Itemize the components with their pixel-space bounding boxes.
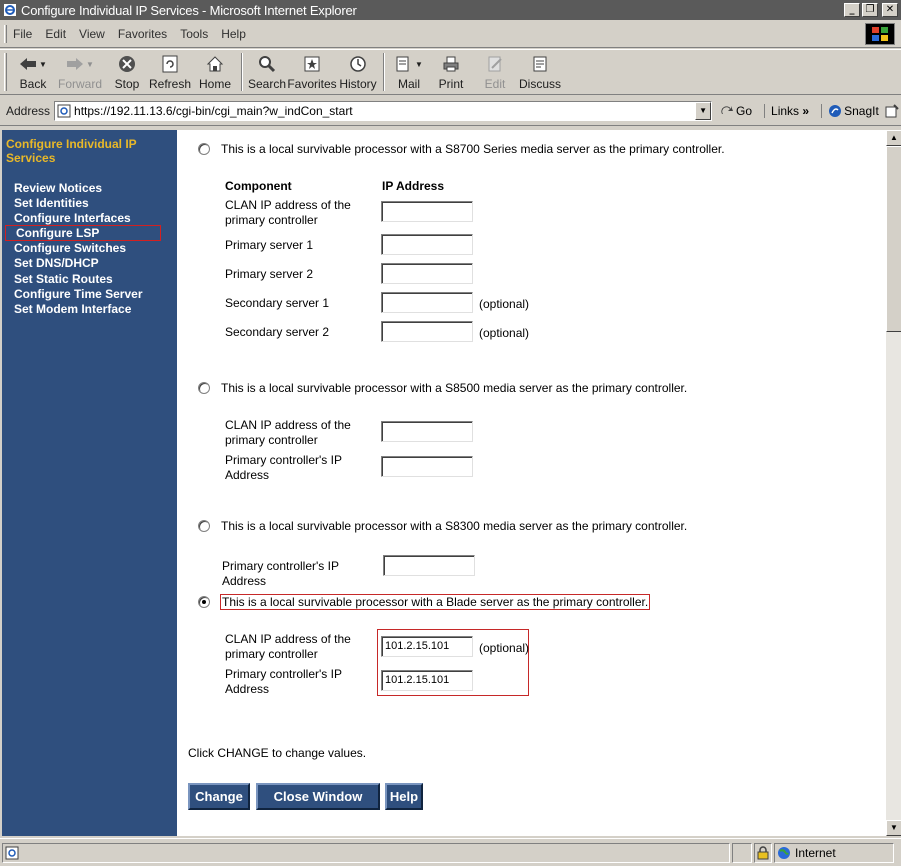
blade-option-label: This is a local survivable processor with a Blade server as the primary controller. [222, 595, 649, 609]
address-url: https://192.11.13.6/cgi-bin/cgi_main?w_indCon_start [74, 103, 353, 118]
status-bar [0, 838, 901, 866]
s8500-primary-ip-input[interactable] [381, 456, 473, 477]
blade-clan-optional: (optional) [479, 641, 530, 655]
edit-icon [486, 54, 504, 74]
s8700-primary2-ip-input[interactable] [381, 263, 473, 284]
s8300-option-label: This is a local survivable processor with a S8300 media server as the primary controller. [221, 519, 688, 533]
sidebar-item-review-notices[interactable]: Review Notices [14, 181, 103, 195]
snagit-button[interactable]: SnagIt [821, 104, 899, 118]
sidebar-item-configure-lsp[interactable]: Configure LSP [5, 225, 161, 241]
back-button[interactable]: ▼ Back [13, 50, 53, 94]
s8700-secondary1-label: Secondary server 1 [225, 296, 330, 310]
internet-globe-icon [777, 846, 791, 860]
s8300-radio[interactable] [198, 520, 210, 532]
sidebar [2, 130, 177, 836]
mail-button[interactable]: ▼ Mail [389, 50, 429, 94]
toolbar-grip[interactable] [4, 25, 7, 43]
s8700-secondary2-optional: (optional) [479, 326, 530, 340]
close-window-button[interactable]: Close Window [256, 783, 380, 810]
component-column-header: Component [225, 179, 292, 193]
toolbar-separator [383, 53, 385, 91]
favorites-button[interactable]: Favorites [287, 50, 337, 94]
page-content [2, 130, 886, 836]
menu-view[interactable]: View [79, 27, 105, 41]
refresh-icon [162, 54, 178, 74]
blade-primary-label: Primary controller's IP Address [225, 667, 342, 696]
home-icon [206, 54, 224, 74]
windows-logo-icon [865, 23, 895, 45]
security-zone-label: Internet [795, 845, 836, 860]
blade-clan-label: CLAN IP address of the primary controller [225, 632, 351, 661]
s8700-secondary1-optional: (optional) [479, 297, 530, 311]
sidebar-item-set-identities[interactable]: Set Identities [14, 196, 89, 210]
help-button[interactable]: Help [385, 783, 423, 810]
address-dropdown-button[interactable]: ▼ [695, 102, 711, 120]
sidebar-title: Configure Individual IP Services [6, 137, 137, 165]
change-instruction: Click CHANGE to change values. [188, 746, 367, 760]
search-button[interactable]: Search [247, 50, 287, 94]
links-button[interactable]: Links » [764, 104, 809, 118]
page-status-icon [5, 846, 19, 860]
stop-button[interactable]: Stop [107, 50, 147, 94]
history-icon [349, 54, 367, 74]
title-bar [0, 0, 901, 20]
s8500-primary-label: Primary controller's IP Address [225, 453, 342, 482]
s8700-secondary1-ip-input[interactable] [381, 292, 473, 313]
restore-button[interactable]: ❐ [862, 3, 878, 17]
s8700-radio[interactable] [198, 143, 210, 155]
discuss-button[interactable]: Discuss [517, 50, 563, 94]
s8500-clan-label: CLAN IP address of the primary controller [225, 418, 351, 447]
address-label: Address [6, 103, 51, 118]
scroll-up-button[interactable]: ▲ [886, 130, 901, 146]
main-form [177, 130, 886, 836]
sidebar-item-set-modem-interface[interactable]: Set Modem Interface [14, 302, 132, 316]
menu-bar [0, 21, 901, 48]
scroll-down-button[interactable]: ▼ [886, 820, 901, 836]
s8700-primary1-label: Primary server 1 [225, 238, 314, 252]
s8700-clan-label: CLAN IP address of the primary controller [225, 198, 351, 227]
sidebar-item-configure-switches[interactable]: Configure Switches [14, 241, 127, 255]
status-message-pane [2, 843, 730, 863]
go-arrow-icon [720, 104, 734, 118]
snagit-capture-icon[interactable] [885, 104, 899, 118]
s8700-secondary2-ip-input[interactable] [381, 321, 473, 342]
forward-arrow-icon: ▼ [66, 54, 94, 74]
s8700-primary1-ip-input[interactable] [381, 234, 473, 255]
s8300-primary-label: Primary controller's IP Address [222, 559, 339, 588]
menu-help[interactable]: Help [221, 27, 246, 41]
mail-icon: ▼ [395, 54, 423, 74]
change-button[interactable]: Change [188, 783, 250, 810]
blade-radio[interactable] [198, 596, 210, 608]
ip-address-column-header: IP Address [382, 179, 445, 193]
s8700-clan-ip-input[interactable] [381, 201, 473, 222]
ie-icon [3, 3, 17, 17]
edit-button[interactable]: Edit [473, 50, 517, 94]
menu-tools[interactable]: Tools [180, 27, 209, 41]
blade-clan-ip-input[interactable]: 101.2.15.101 [381, 636, 473, 657]
blade-primary-ip-input[interactable]: 101.2.15.101 [381, 670, 473, 691]
s8700-option-label: This is a local survivable processor with a S8700 Series media server as the primary controller. [221, 142, 725, 156]
close-button[interactable]: ✕ [882, 3, 898, 17]
standard-toolbar [0, 49, 901, 95]
toolbar-grip[interactable] [4, 53, 7, 91]
address-bar [0, 96, 901, 126]
minimize-button[interactable]: _ [844, 3, 860, 17]
back-arrow-icon: ▼ [19, 54, 47, 74]
forward-button[interactable]: ▼ Forward [53, 50, 107, 94]
favorites-icon [303, 54, 321, 74]
toolbar-separator [241, 53, 243, 91]
print-button[interactable]: Print [429, 50, 473, 94]
address-input[interactable] [54, 101, 712, 121]
menu-favorites[interactable]: Favorites [117, 27, 168, 41]
search-icon [258, 54, 276, 74]
refresh-button[interactable]: Refresh [147, 50, 193, 94]
s8500-option-label: This is a local survivable processor with a S8500 media server as the primary controller. [221, 381, 688, 395]
go-button[interactable]: Go [720, 104, 752, 118]
s8500-radio[interactable] [198, 382, 210, 394]
s8700-primary2-label: Primary server 2 [225, 267, 314, 281]
vertical-scrollbar[interactable] [886, 130, 901, 836]
lock-icon [754, 843, 772, 863]
printer-icon [442, 54, 460, 74]
s8300-primary-ip-input[interactable] [383, 555, 475, 576]
discuss-icon [531, 54, 549, 74]
status-empty-pane [732, 843, 752, 863]
sidebar-item-configure-interfaces[interactable]: Configure Interfaces [14, 211, 131, 225]
s8500-clan-ip-input[interactable] [381, 421, 473, 442]
menu-edit[interactable]: Edit [45, 27, 67, 41]
snagit-icon [828, 104, 842, 118]
scroll-thumb[interactable] [886, 146, 901, 332]
sidebar-item-set-dns-dhcp[interactable]: Set DNS/DHCP [14, 256, 99, 270]
sidebar-item-set-static-routes[interactable]: Set Static Routes [14, 272, 113, 286]
menu-file[interactable]: File [13, 27, 33, 41]
sidebar-item-configure-time-server[interactable]: Configure Time Server [14, 287, 143, 301]
home-button[interactable]: Home [193, 50, 237, 94]
page-icon [57, 104, 71, 118]
stop-icon [118, 54, 136, 74]
s8700-secondary2-label: Secondary server 2 [225, 325, 330, 339]
history-button[interactable]: History [337, 50, 379, 94]
window-title: Configure Individual IP Services - Microsoft Internet Explorer [21, 2, 357, 18]
security-zone-pane [774, 843, 894, 863]
